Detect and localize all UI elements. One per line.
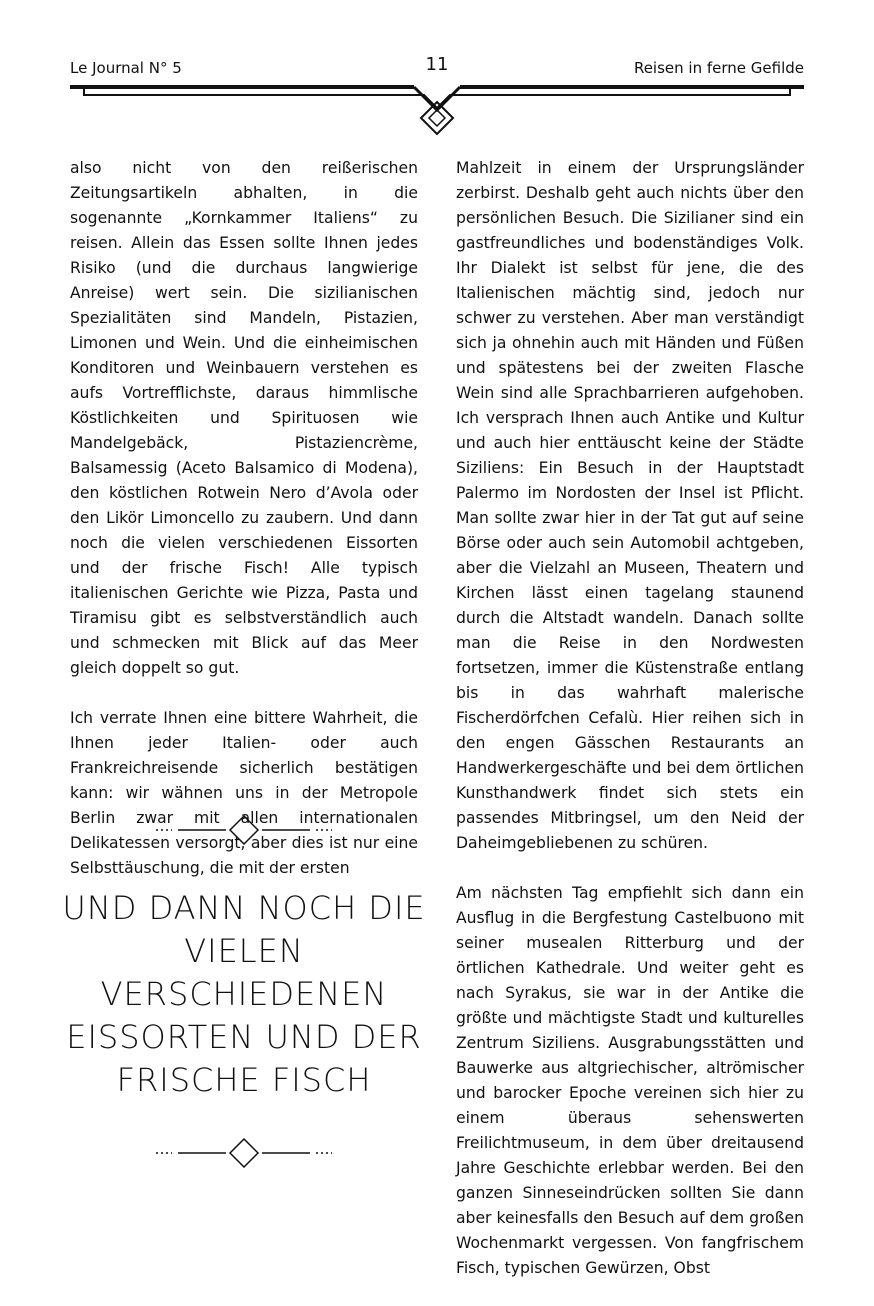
section-title: Reisen in ferne Gefilde <box>633 59 804 77</box>
pull-quote-text: UND DANN NOCH DIE VIELEN VERSCHIEDENEN EISSORTEN UND DER FRISCHE FISCH <box>62 889 426 1099</box>
pull-quote <box>60 815 428 1168</box>
paragraph: Am nächsten Tag empfiehlt sich dann ein Ausflug in die Bergfestung Castelbuono mit seiner musealen Ritterburg und der örtlichen Kathedrale. Und weiter geht es nach Syrakus, sie war in der Antike die größte und mächtigste Stadt und kulturelles Zentrum Siziliens. Ausgrabungsstätten und Bauwerke aus altgriechischer, altrömischer und barocker Epoche vereinen sich hier zu einem überaus sehenswerten Freilichtmuseum, in dem über dreitausend Jahre Geschichte erlebbar werden. Bei den ganzen Sinneseindrücken sollten Sie dann aber keinesfalls den Besuch auf dem großen Wochenmarkt vergessen. Von fangfrischem Fisch, typischen Gewürzen, Obst <box>456 884 804 1277</box>
paragraph: Ich verrate Ihnen eine bittere Wahrheit, die Ihnen jeder Italien- oder auch Frankreichreisende sicherlich bestätigen kann: wir wähnen uns in der Metropole Berlin zwar mit allen internationalen Delikatessen versorgt, aber dies ist nur eine Selbsttäuschung, die mit der ersten <box>70 709 418 877</box>
divider-ornament-top <box>154 815 334 845</box>
page-number: 11 <box>425 54 449 75</box>
paragraph: Mahlzeit in einem der Ursprungsländer zerbirst. Deshalb geht auch nichts über den persönlichen Besuch. Die Sizilianer sind ein gastfreundliches und bodenständiges Volk. Ihr Dialekt ist selbst für jene, die des Italienischen mächtig sind, jedoch nur schwer zu verstehen. Aber man verständigt sich ja ohnehin auch mit Händen und Füßen und spätestens bei der zweiten Flasche Wein sind alle Sprachbarrieren aufgehoben. Ich versprach Ihnen auch Antike und Kultur und auch hier enttäuscht keine der Städte Siziliens: Ein Besuch in der Hauptstadt Palermo im Nordosten der Insel ist Pflicht. Man sollte zwar hier in der Tat gut auf seine Börse oder auch sein Automobil achtgeben, aber die Vielzahl an Museen, Theatern und Kirchen lässt einen tagelang staunend durch die Altstadt wandeln. Danach sollte man die Reise in den Nordwesten fortsetzen, immer die Küstenstraße entlang bis in das wahrhaft malerische Fischerdörfchen Cefalù. Hier reihen sich in den engen Gässchen Restaurants an Handwerkergeschäfte und bei dem örtlichen Kunsthandwerk findet sich stets ein passendes Mitbringsel, um den Neid der Daheimgebliebenen zu schüren. <box>456 159 804 852</box>
journal-title: Le Journal N° 5 <box>70 59 182 77</box>
divider-ornament-bottom <box>154 1138 334 1168</box>
left-column <box>70 156 418 906</box>
header-ornament <box>0 78 874 138</box>
paragraph: also nicht von den reißerischen Zeitungsartikeln abhalten, in die sogenannte „Kornkammer Italiens“ zu reisen. Allein das Essen sollte Ihnen jedes Risiko (und die durchaus langwierige Anreise) wert sein. Die sizilianischen Spezialitäten sind Mandeln, Pistazien, Limonen und Wein. Und die einheimischen Konditoren und Weinbauern verstehen es aufs Vortrefflichste, daraus himmlische Köstlichkeiten und Spirituosen wie Mandelgebäck, Pistaziencrème, Balsamessig (Aceto Balsamico di Modena), den köstlichen Rotwein Nero d’Avola oder den Likör Limoncello zu zaubern. Und dann noch die vielen verschiedenen Eissorten und der frische Fisch! Alle typisch italienischen Gerichte wie Pizza, Pasta und Tiramisu gibt es selbstverständlich auch und schmecken mit Blick auf das Meer gleich doppelt so gut. <box>70 159 418 677</box>
right-column <box>456 156 804 1306</box>
